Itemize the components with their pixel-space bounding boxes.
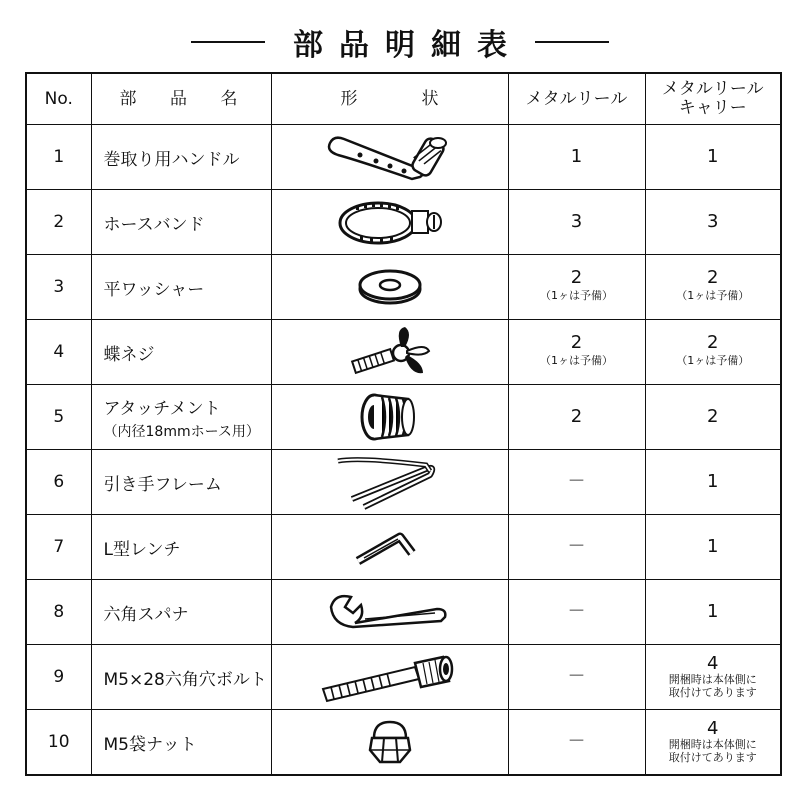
header-shape bbox=[271, 73, 508, 125]
row-qty-reel bbox=[508, 385, 645, 450]
part-name-main: アタッチメント bbox=[103, 398, 221, 419]
table-row bbox=[26, 385, 781, 450]
row-qty-carry bbox=[645, 255, 781, 320]
row-no: 3 bbox=[26, 255, 91, 320]
row-shape bbox=[271, 385, 508, 450]
qty-note: 開梱時は本体側に bbox=[668, 738, 757, 751]
part-name-sub: （内径18mmホース用） bbox=[103, 423, 260, 440]
qty-value: 3 bbox=[570, 211, 583, 232]
row-shape bbox=[271, 580, 508, 645]
header-carry-line2: キャリー bbox=[678, 98, 747, 118]
qty-note: （1ヶは予備） bbox=[540, 354, 613, 367]
qty-value: － bbox=[567, 601, 586, 622]
row-part-name: M5×28六角穴ボルト bbox=[91, 645, 271, 710]
header-carry-line1: メタルリール bbox=[661, 79, 764, 99]
header-shape-char: 状 bbox=[421, 88, 439, 109]
row-part-name: 蝶ネジ bbox=[91, 320, 271, 385]
qty-value: 2 bbox=[707, 332, 719, 353]
hose-band-icon bbox=[330, 193, 450, 251]
qty-value: 4 bbox=[707, 653, 719, 674]
row-part-name bbox=[91, 385, 271, 450]
qty-value: 2 bbox=[570, 267, 583, 288]
row-qty-carry bbox=[645, 580, 781, 645]
qty-value: － bbox=[567, 536, 586, 557]
row-qty-carry bbox=[645, 320, 781, 385]
table-row bbox=[26, 515, 781, 580]
qty-value: － bbox=[567, 471, 586, 492]
row-qty-reel bbox=[508, 320, 645, 385]
qty-value: 1 bbox=[707, 471, 719, 492]
row-part-name: 巻取り用ハンドル bbox=[91, 125, 271, 190]
qty-value: － bbox=[567, 666, 586, 687]
cap-nut-icon bbox=[360, 716, 420, 768]
row-shape bbox=[271, 320, 508, 385]
crank-handle-icon bbox=[320, 129, 460, 185]
row-part-name: L型レンチ bbox=[91, 515, 271, 580]
row-qty-carry bbox=[645, 125, 781, 190]
row-part-name: ホースバンド bbox=[91, 190, 271, 255]
row-qty-carry bbox=[645, 710, 781, 776]
row-no: 9 bbox=[26, 645, 91, 710]
header-shape-char: 形 bbox=[340, 88, 358, 109]
row-qty-reel bbox=[508, 450, 645, 515]
l-wrench-icon bbox=[350, 519, 430, 575]
row-part-name: 引き手フレーム bbox=[91, 450, 271, 515]
table-row bbox=[26, 710, 781, 776]
hex-spanner-icon bbox=[325, 587, 455, 637]
qty-note: 開梱時は本体側に bbox=[668, 673, 757, 686]
row-qty-reel bbox=[508, 190, 645, 255]
parts-table bbox=[25, 72, 782, 776]
row-qty-carry bbox=[645, 645, 781, 710]
qty-value: 1 bbox=[570, 146, 583, 167]
qty-value: 1 bbox=[707, 601, 719, 622]
qty-note: 取付けてあります bbox=[668, 686, 757, 699]
row-qty-reel bbox=[508, 125, 645, 190]
qty-value: 2 bbox=[570, 406, 583, 427]
qty-value: 2 bbox=[707, 267, 719, 288]
row-qty-reel bbox=[508, 645, 645, 710]
qty-value: － bbox=[567, 731, 586, 752]
header-part-name-char: 名 bbox=[220, 88, 238, 109]
row-shape bbox=[271, 710, 508, 776]
row-qty-carry bbox=[645, 385, 781, 450]
row-part-name: M5袋ナット bbox=[91, 710, 271, 776]
header-part-name bbox=[91, 73, 271, 125]
row-no: 5 bbox=[26, 385, 91, 450]
qty-value: 1 bbox=[707, 536, 719, 557]
row-no: 2 bbox=[26, 190, 91, 255]
header-part-name-char: 部 bbox=[119, 88, 137, 109]
page-title: 部品明細表 bbox=[293, 28, 523, 63]
pull-frame-icon bbox=[330, 453, 450, 511]
row-no: 8 bbox=[26, 580, 91, 645]
qty-note: （1ヶは予備） bbox=[540, 289, 613, 302]
row-part-name: 六角スパナ bbox=[91, 580, 271, 645]
header-part-name-char: 品 bbox=[170, 88, 187, 109]
qty-value: 2 bbox=[707, 406, 719, 427]
wing-screw-icon bbox=[345, 323, 435, 381]
row-shape bbox=[271, 645, 508, 710]
socket-bolt-icon bbox=[315, 649, 465, 705]
header-metal-reel-carry bbox=[645, 73, 781, 125]
title-rule-right bbox=[535, 41, 609, 43]
row-qty-reel bbox=[508, 515, 645, 580]
row-qty-reel bbox=[508, 580, 645, 645]
table-row bbox=[26, 320, 781, 385]
hose-attachment-icon bbox=[350, 389, 430, 445]
row-qty-carry bbox=[645, 515, 781, 580]
table-row bbox=[26, 580, 781, 645]
qty-value: 1 bbox=[707, 146, 719, 167]
row-part-name: 平ワッシャー bbox=[91, 255, 271, 320]
row-no: 6 bbox=[26, 450, 91, 515]
table-row bbox=[26, 645, 781, 710]
row-no: 10 bbox=[26, 710, 91, 776]
row-qty-carry bbox=[645, 450, 781, 515]
row-shape bbox=[271, 255, 508, 320]
title-rule-left bbox=[191, 41, 265, 43]
qty-note: 取付けてあります bbox=[668, 751, 757, 764]
row-shape bbox=[271, 190, 508, 255]
qty-note: （1ヶは予備） bbox=[676, 354, 750, 367]
title-bar bbox=[0, 20, 800, 64]
row-qty-reel bbox=[508, 710, 645, 776]
table-row bbox=[26, 190, 781, 255]
header-row bbox=[26, 73, 781, 125]
table-row bbox=[26, 450, 781, 515]
row-shape bbox=[271, 450, 508, 515]
qty-value: 3 bbox=[707, 211, 719, 232]
header-no: No. bbox=[26, 73, 91, 125]
table-row bbox=[26, 125, 781, 190]
qty-note: （1ヶは予備） bbox=[676, 289, 750, 302]
flat-washer-icon bbox=[350, 265, 430, 309]
row-qty-reel bbox=[508, 255, 645, 320]
row-no: 1 bbox=[26, 125, 91, 190]
table-row bbox=[26, 255, 781, 320]
row-qty-carry bbox=[645, 190, 781, 255]
qty-value: 2 bbox=[570, 332, 583, 353]
header-metal-reel: メタルリール bbox=[508, 73, 645, 125]
row-no: 4 bbox=[26, 320, 91, 385]
row-no: 7 bbox=[26, 515, 91, 580]
row-shape bbox=[271, 125, 508, 190]
qty-value: 4 bbox=[707, 718, 719, 739]
row-shape bbox=[271, 515, 508, 580]
